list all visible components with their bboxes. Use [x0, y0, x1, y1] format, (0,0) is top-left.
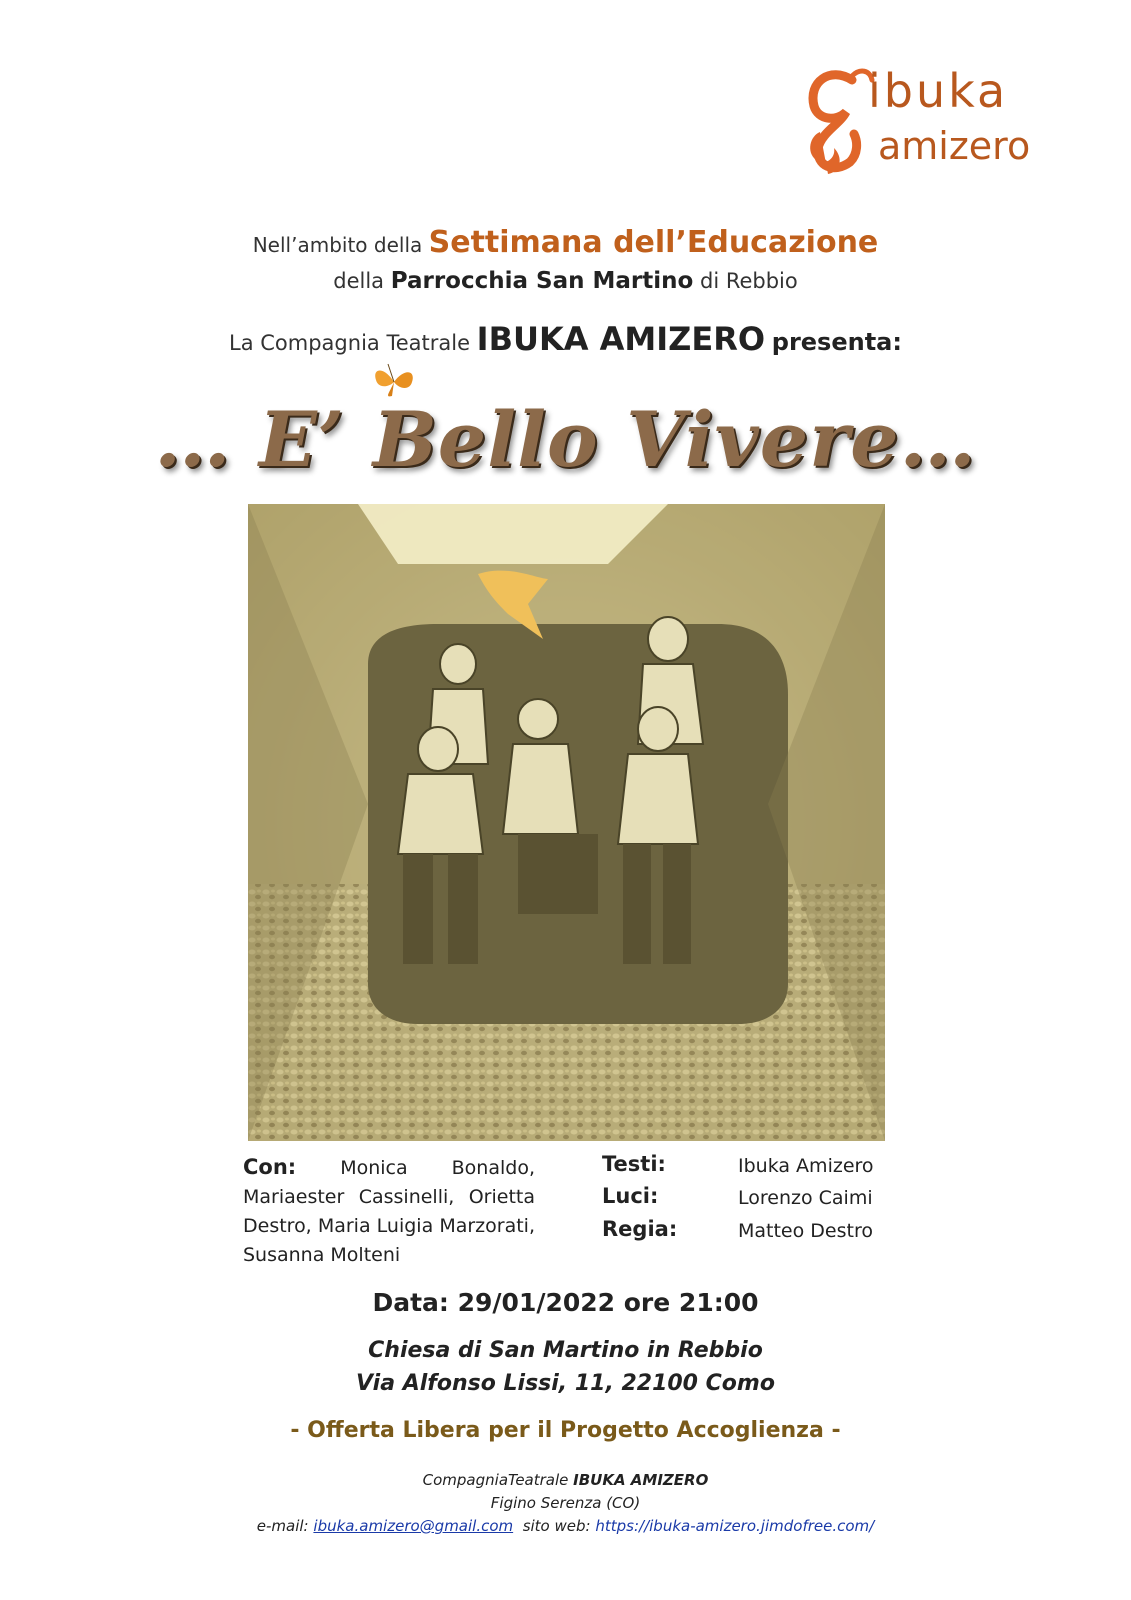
- role-value-texts: Ibuka Amizero: [738, 1155, 874, 1177]
- show-photo: [248, 504, 885, 1141]
- footer-contacts: [0, 1517, 1131, 1535]
- role-label-director: Regia:: [602, 1217, 678, 1241]
- footer-company-prefix: CompagniaTeatrale: [422, 1471, 569, 1489]
- footer-company-name: IBUKA AMIZERO: [573, 1471, 709, 1489]
- role-value-director: Matteo Destro: [738, 1220, 873, 1242]
- parish-prefix: della: [333, 269, 385, 293]
- footer-location: Figino Serenza (CO): [490, 1494, 641, 1512]
- company-name: IBUKA AMIZERO: [476, 320, 766, 358]
- venue-address: Via Alfonso Lissi, 11, 22100 Como: [356, 1371, 775, 1396]
- offer-line: - Offerta Libera per il Progetto Accoglienza -: [290, 1418, 841, 1443]
- venue-name: Chiesa di San Martino in Rebbio: [368, 1338, 763, 1363]
- role-value-lights: Lorenzo Caimi: [738, 1187, 873, 1209]
- company-prefix: La Compagnia Teatrale: [229, 331, 470, 355]
- logo-word-amizero: amizero: [878, 124, 1031, 168]
- presents-text: presenta:: [771, 328, 902, 356]
- cast-block: [243, 1153, 535, 1270]
- show-title: … E’ Bello Vivere…: [154, 395, 977, 484]
- cast-label: Con:: [243, 1155, 297, 1179]
- role-label-texts: Testi:: [602, 1152, 666, 1176]
- intro-prefix: Nell’ambito della: [252, 233, 423, 257]
- email-link[interactable]: ibuka.amizero@gmail.com: [313, 1517, 514, 1535]
- parish-suffix: di Rebbio: [699, 269, 798, 293]
- email-label: e-mail:: [256, 1517, 309, 1535]
- footer-company: [0, 1471, 1131, 1489]
- company-logo: [800, 62, 1030, 182]
- website-link[interactable]: https://ibuka-amizero.jimdofree.com/: [595, 1517, 875, 1535]
- event-week-highlight: Settimana dell’Educazione: [428, 225, 879, 260]
- web-label: sito web:: [522, 1517, 591, 1535]
- logo-word-ibuka: ibuka: [868, 64, 1009, 118]
- parish-name: Parrocchia San Martino: [390, 268, 694, 294]
- role-label-lights: Luci:: [602, 1184, 659, 1208]
- event-date: Data: 29/01/2022 ore 21:00: [372, 1288, 759, 1317]
- intro-line-2: [0, 268, 1131, 294]
- intro-line-1: [0, 225, 1131, 260]
- intro-line-3: [0, 320, 1131, 358]
- cast-names: Monica Bonaldo, Mariaester Cassinelli, Orietta Destro, Maria Luigia Marzorati, Susanna Molteni: [243, 1157, 535, 1266]
